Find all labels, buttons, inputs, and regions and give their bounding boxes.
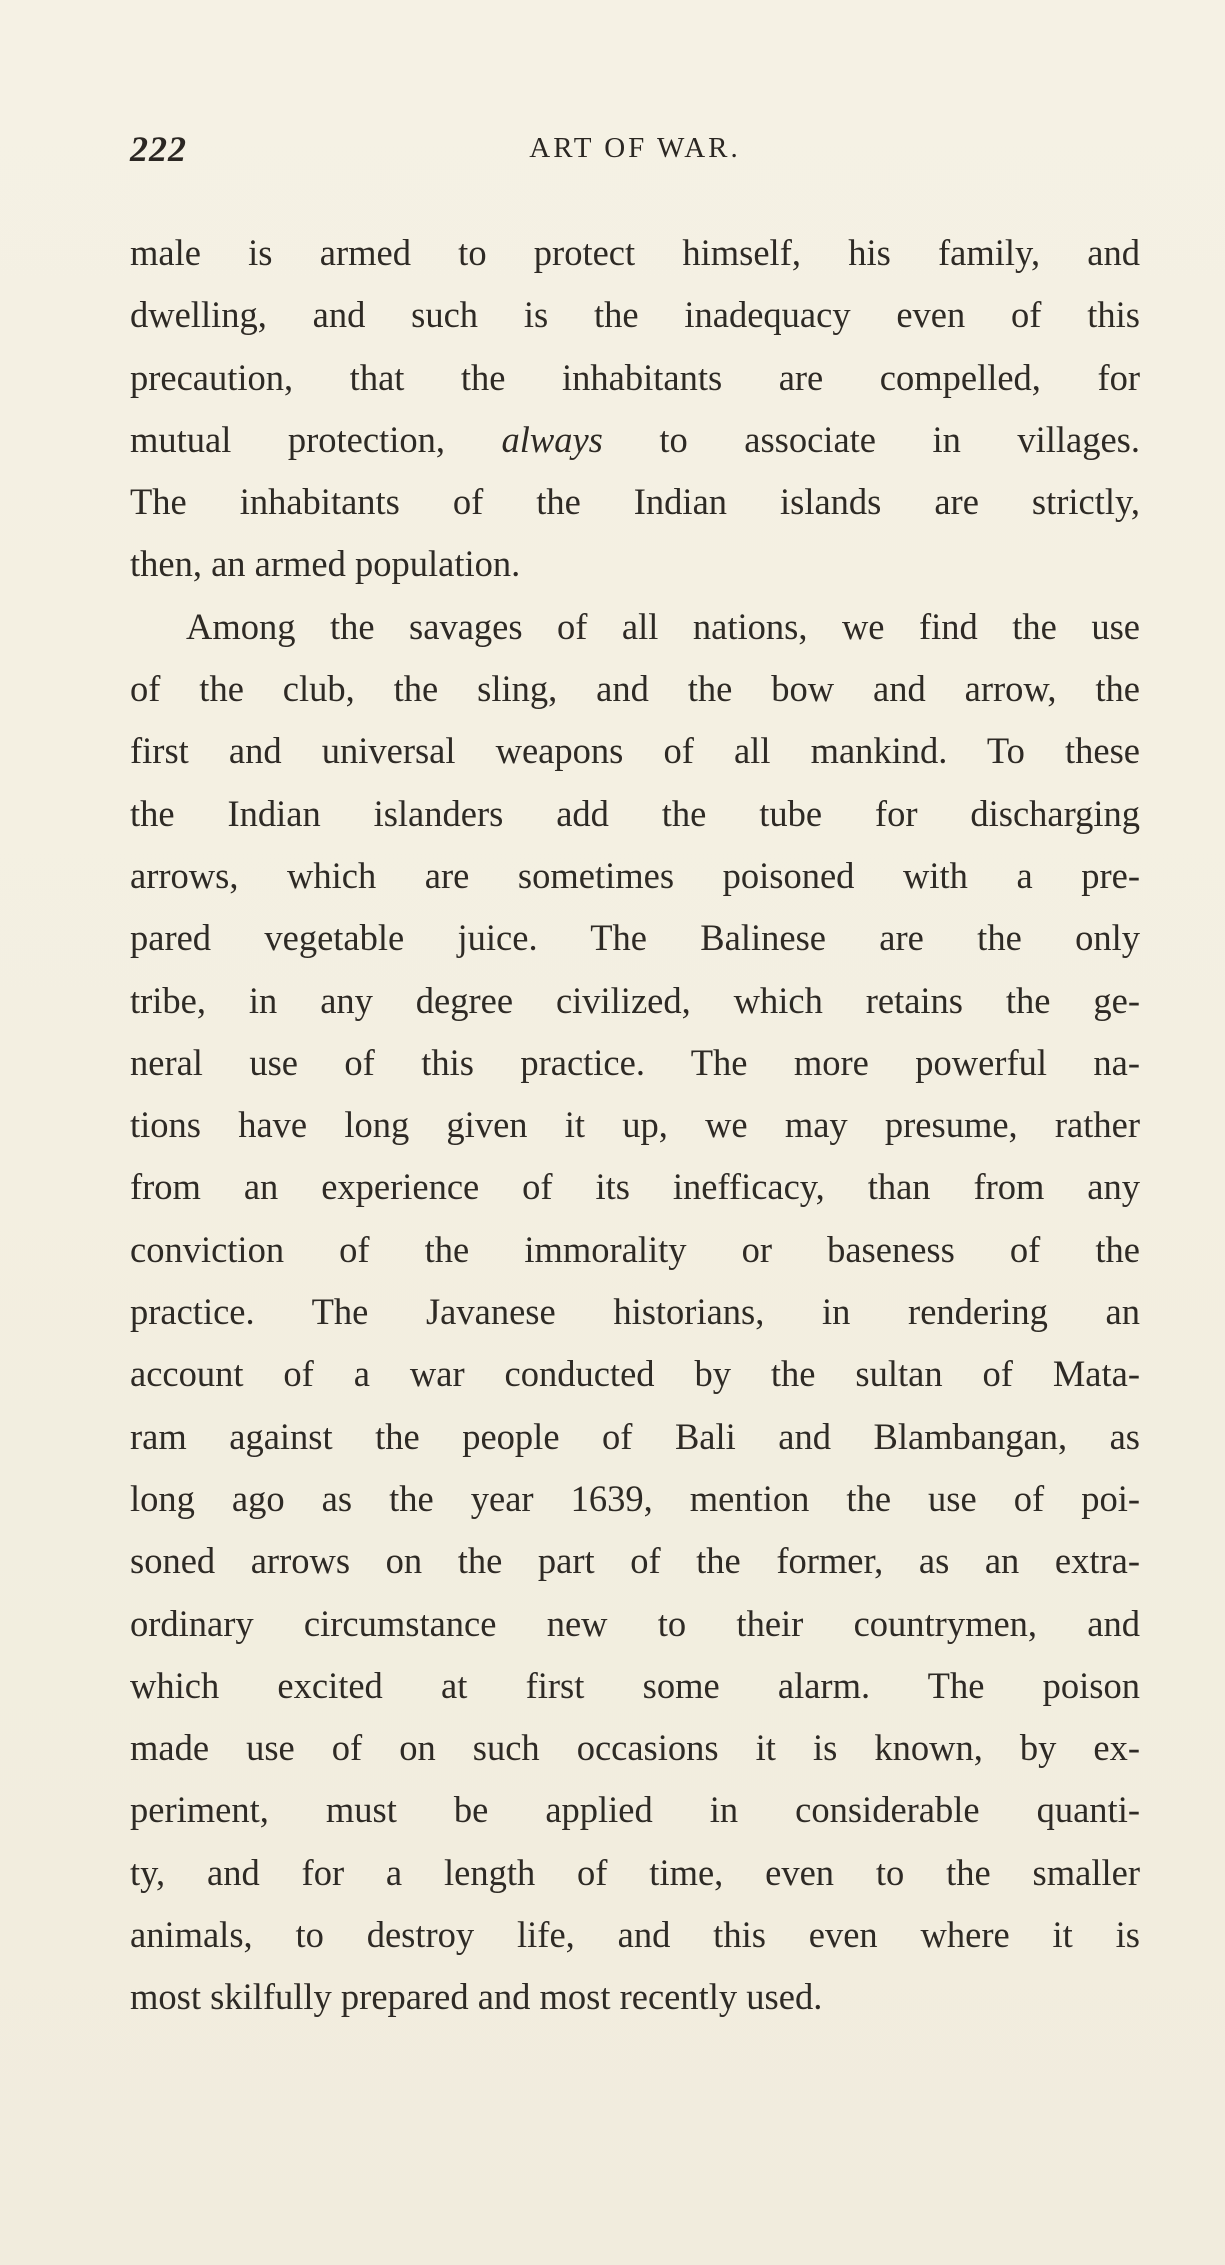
text-line: soned arrows on the part of the former, as an extra- — [130, 1540, 1140, 1582]
text-line: the Indian islanders add the tube for discharging — [130, 792, 1140, 834]
text-line: from an experience of its inefficacy, than from any — [130, 1166, 1140, 1208]
text-line: precaution, that the inhabitants are compelled, for — [130, 356, 1140, 398]
text-line: first and universal weapons of all mankind. To these — [130, 730, 1140, 772]
text-line: male is armed to protect himself, his family, and — [130, 232, 1140, 273]
text-line: of the club, the sling, and the bow and arrow, the — [130, 668, 1140, 710]
text-fragment: to associate in villages. — [659, 418, 1141, 460]
text-line: The inhabitants of the Indian islands are strictly, — [130, 481, 1140, 523]
text-line: most skilfully prepared and most recently used. — [130, 1976, 823, 2018]
text-line: which excited at first some alarm. The poison — [130, 1664, 1140, 1706]
text-line: ram against the people of Bali and Blambangan, as — [130, 1415, 1140, 1457]
text-line — [130, 409, 1140, 471]
text-line: ty, and for a length of time, even to the smaller — [130, 1851, 1140, 1893]
page-number: 222 — [130, 129, 187, 169]
body-text — [130, 222, 1140, 2029]
text-line: neral use of this practice. The more powerful na- — [130, 1041, 1140, 1083]
text-line: arrows, which are sometimes poisoned with a pre- — [130, 854, 1140, 896]
text-line: ordinary circumstance new to their countrymen, and — [130, 1602, 1140, 1644]
text-line: tribe, in any degree civilized, which retains the ge- — [130, 979, 1140, 1021]
running-head: ART OF WAR. — [529, 132, 741, 164]
text-line: pared vegetable juice. The Balinese are the only — [130, 917, 1140, 959]
text-line: periment, must be applied in considerable quanti- — [130, 1789, 1140, 1831]
text-line: made use of on such occasions it is known, by ex- — [130, 1727, 1140, 1769]
text-line: conviction of the immorality or baseness of the — [130, 1228, 1140, 1270]
text-line: animals, to destroy life, and this even where it is — [130, 1914, 1140, 1956]
paragraph-first-line: Among the savages of all nations, we find the use — [186, 605, 1140, 647]
text-line: dwelling, and such is the inadequacy even of this — [130, 294, 1140, 336]
text-line: tions have long given it up, we may presume, rather — [130, 1104, 1140, 1146]
text-fragment: mutual protection, — [130, 418, 445, 460]
text-line: practice. The Javanese historians, in rendering an — [130, 1291, 1140, 1333]
text-line: long ago as the year 1639, mention the use of poi- — [130, 1477, 1140, 1519]
italic-emphasis: always — [501, 418, 603, 460]
text-line: account of a war conducted by the sultan of Mata- — [130, 1353, 1140, 1395]
page-header — [130, 128, 1140, 172]
text-line: then, an armed population. — [130, 543, 521, 585]
